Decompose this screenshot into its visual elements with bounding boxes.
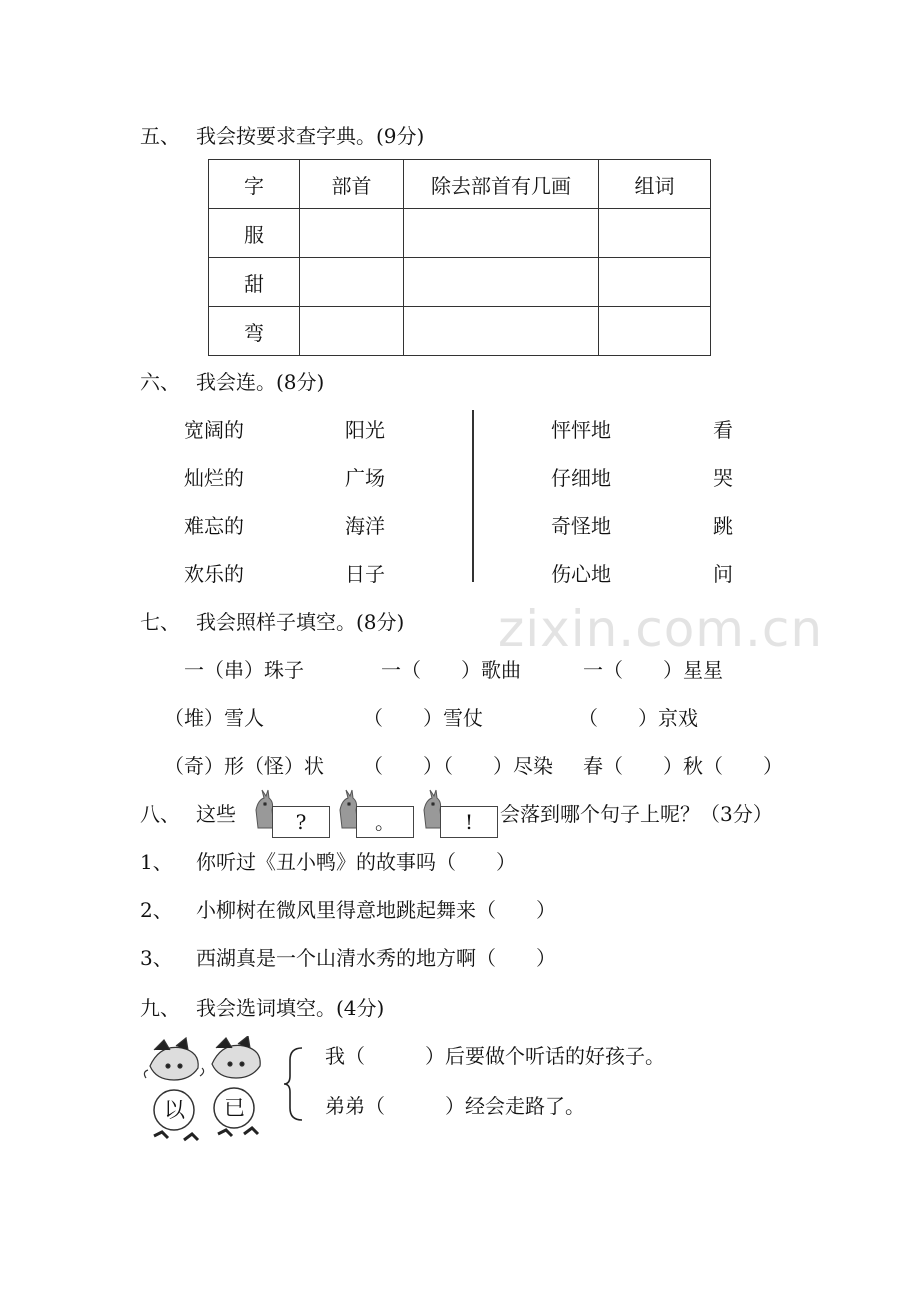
dictionary-table <box>208 159 711 356</box>
character-cell: 弯 <box>209 307 300 356</box>
match-word[interactable]: 问 <box>713 562 733 586</box>
question-mark-card[interactable]: ? <box>272 806 330 838</box>
answer-cell[interactable] <box>404 307 599 356</box>
answer-cell[interactable] <box>404 258 599 307</box>
table-header-row <box>209 160 711 209</box>
match-word[interactable]: 海洋 <box>345 514 385 538</box>
character-cell: 甜 <box>209 258 300 307</box>
match-word[interactable]: 难忘的 <box>184 514 244 538</box>
child-icon <box>212 1036 260 1078</box>
section-number: 五、 <box>140 124 180 148</box>
item-number: 1、 <box>140 850 173 874</box>
fill-item[interactable]: （堆）雪人 <box>164 706 264 730</box>
section-7-heading <box>140 610 404 634</box>
fill-item[interactable]: （奇）形（怪）状 <box>164 754 324 778</box>
section-title: 我会照样子填空。(8分) <box>196 610 405 634</box>
match-word[interactable]: 哭 <box>713 466 733 490</box>
section-number: 七、 <box>140 610 180 634</box>
section-title: 我会选词填空。(4分) <box>196 996 385 1020</box>
sentence-item <box>140 850 516 874</box>
fill-item[interactable]: （ ）雪仗 <box>363 706 483 730</box>
match-word[interactable]: 伤心地 <box>551 562 611 586</box>
match-word[interactable]: 看 <box>713 418 733 442</box>
fill-sentence[interactable]: 弟弟（ ）经会走路了。 <box>325 1094 585 1118</box>
header-cell: 部首 <box>300 160 404 209</box>
match-word[interactable]: 怦怦地 <box>551 418 611 442</box>
divider-line <box>472 410 474 582</box>
table-row <box>209 307 711 356</box>
answer-cell[interactable] <box>300 258 404 307</box>
answer-cell[interactable] <box>599 209 711 258</box>
table-row <box>209 258 711 307</box>
match-word[interactable]: 灿烂的 <box>184 466 244 490</box>
watermark: zixin.com.cn <box>498 600 824 658</box>
fill-item[interactable]: 春（ ）秋（ ） <box>583 754 783 778</box>
choice-word[interactable]: 以 <box>164 1098 185 1122</box>
item-number: 2、 <box>140 898 173 922</box>
answer-cell[interactable] <box>300 307 404 356</box>
sentence-text[interactable]: 西湖真是一个山清水秀的地方啊（ ） <box>196 946 556 970</box>
match-word[interactable]: 仔细地 <box>551 466 611 490</box>
table-row <box>209 209 711 258</box>
item-number: 3、 <box>140 946 173 970</box>
section-8-question: 会落到哪个句子上呢？（3分） <box>500 802 773 826</box>
header-cell: 组词 <box>599 160 711 209</box>
sentence-item <box>140 946 556 970</box>
section-intro: 这些 <box>196 802 236 826</box>
section-title: 我会连。(8分) <box>196 370 325 394</box>
match-word[interactable]: 阳光 <box>345 418 385 442</box>
header-cell: 除去部首有几画 <box>404 160 599 209</box>
sentence-text[interactable]: 你听过《丑小鸭》的故事吗（ ） <box>196 850 516 874</box>
period-card[interactable]: 。 <box>356 806 414 838</box>
fill-item[interactable]: 一（ ）星星 <box>583 658 723 682</box>
answer-cell[interactable] <box>599 307 711 356</box>
section-number: 九、 <box>140 996 180 1020</box>
answer-cell[interactable] <box>599 258 711 307</box>
choice-word[interactable]: 已 <box>224 1096 245 1120</box>
header-cell: 字 <box>209 160 300 209</box>
match-word[interactable]: 宽阔的 <box>184 418 244 442</box>
sentence-item <box>140 898 556 922</box>
curly-brace <box>282 1046 304 1122</box>
section-5-heading <box>140 124 424 148</box>
match-word[interactable]: 跳 <box>713 514 733 538</box>
fill-item[interactable]: 一（串）珠子 <box>184 658 304 682</box>
fill-sentence[interactable]: 我（ ）后要做个听话的好孩子。 <box>325 1044 665 1068</box>
match-word[interactable]: 奇怪地 <box>551 514 611 538</box>
children-illustration <box>140 1036 270 1148</box>
match-word[interactable]: 欢乐的 <box>184 562 244 586</box>
sentence-text[interactable]: 小柳树在微风里得意地跳起舞来（ ） <box>196 898 556 922</box>
character-cell: 服 <box>209 209 300 258</box>
fill-item[interactable]: 一（ ）歌曲 <box>381 658 521 682</box>
answer-cell[interactable] <box>404 209 599 258</box>
fill-item[interactable]: （ ）京戏 <box>578 706 698 730</box>
section-number: 六、 <box>140 370 180 394</box>
match-word[interactable]: 广场 <box>345 466 385 490</box>
section-9-heading <box>140 996 384 1020</box>
answer-cell[interactable] <box>300 209 404 258</box>
section-6-heading <box>140 370 324 394</box>
section-title: 我会按要求查字典。(9分) <box>196 124 425 148</box>
exclamation-card[interactable]: ! <box>440 806 498 838</box>
section-number: 八、 <box>140 802 180 826</box>
child-icon <box>144 1038 203 1080</box>
section-8-heading <box>140 802 236 826</box>
fill-item[interactable]: （ ）（ ）尽染 <box>363 754 553 778</box>
match-word[interactable]: 日子 <box>345 562 385 586</box>
